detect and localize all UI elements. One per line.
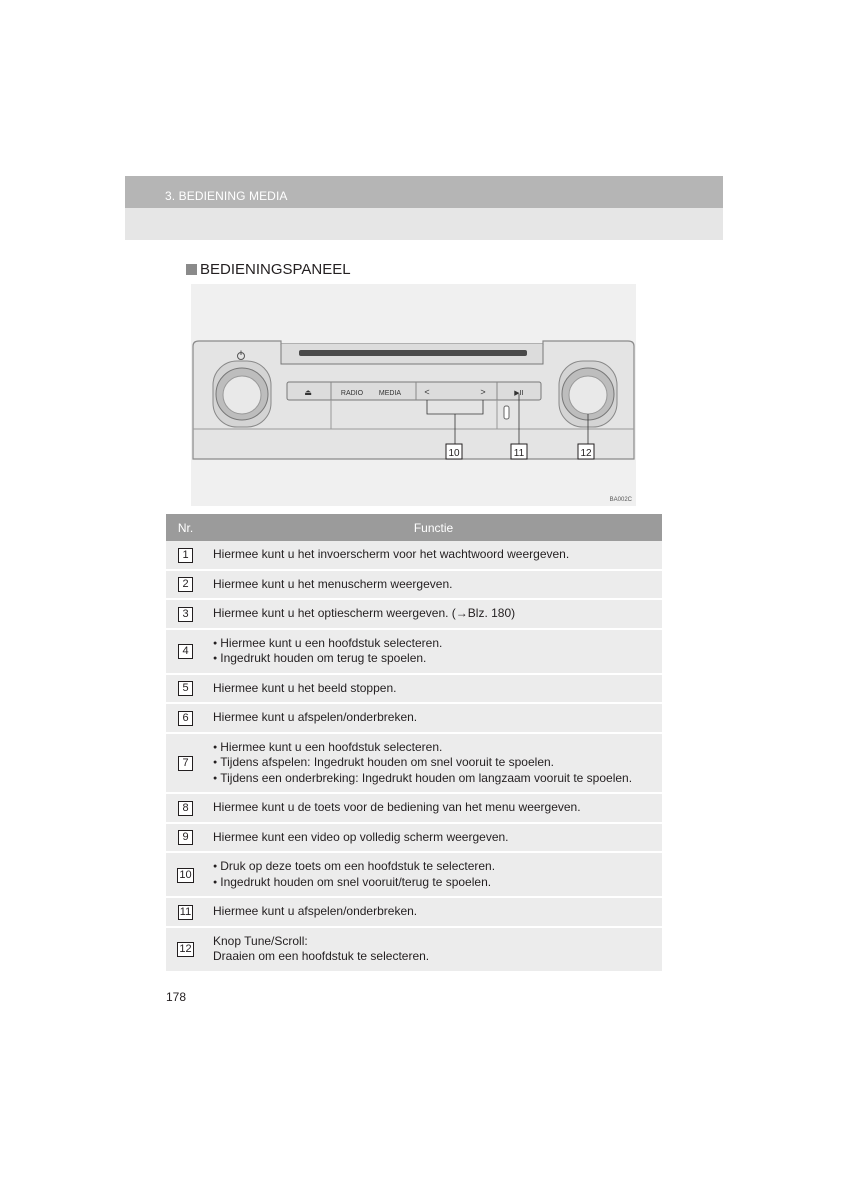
bullet-line: ● Ingedrukt houden om terug te spoelen. — [213, 651, 654, 667]
function-line: Draaien om een hoofdstuk te selecteren. — [213, 949, 430, 963]
function-line: Hiermee kunt een video op volledig scherm weergeven. — [213, 829, 509, 844]
table-header-row — [166, 514, 662, 541]
bullet-line: ● Tijdens afspelen: Ingedrukt houden om snel vooruit te spoelen. — [213, 755, 654, 771]
table-row — [166, 927, 662, 972]
function-line: Hiermee kunt u het invoerscherm voor het wachtwoord weergeven. — [213, 547, 570, 561]
table-body — [166, 541, 662, 972]
callout-label-12: 12 — [580, 448, 592, 459]
callout-label-10: 10 — [448, 448, 460, 459]
row-number-box: 1 — [178, 548, 193, 563]
row-number-cell — [166, 733, 205, 794]
table-row — [166, 629, 662, 674]
prev-chevron-icon: < — [424, 387, 430, 397]
function-line: Hiermee kunt u het menuscherm weergeven. — [213, 576, 453, 591]
row-number-cell — [166, 541, 205, 570]
table-row — [166, 703, 662, 733]
chapter-header — [125, 176, 723, 240]
table-row — [166, 599, 662, 629]
table-row — [166, 570, 662, 600]
callout-label-11: 11 — [513, 448, 525, 459]
row-number-cell — [166, 674, 205, 704]
row-number-box: 3 — [178, 607, 193, 622]
row-function-cell — [205, 793, 662, 823]
row-number-box: 12 — [179, 943, 192, 955]
heading-square-icon — [186, 264, 197, 275]
table-row — [166, 793, 662, 823]
function-line: Hiermee kunt u het optiescherm weergeven. (→Blz. 180) — [213, 606, 516, 620]
row-function-cell — [205, 852, 662, 897]
row-function-cell — [205, 733, 662, 794]
bullet-line: ● Druk op deze toets om een hoofdstuk te selecteren. — [213, 859, 654, 875]
row-number-cell — [166, 852, 205, 897]
row-number-box: 10 — [179, 868, 192, 881]
page-number: 178 — [166, 990, 187, 1004]
bullet-line: ● Hiermee kunt u een hoofdstuk selecteren. — [213, 740, 654, 756]
bullet-line: ● Hiermee kunt u een hoofdstuk selecteren. — [213, 636, 654, 652]
row-number-cell — [166, 897, 205, 927]
media-button-label: MEDIA — [378, 390, 402, 397]
chapter-header-strip — [125, 176, 723, 208]
row-number-cell — [166, 793, 205, 823]
row-function-cell — [205, 599, 662, 629]
bullet-line: ● Tijdens een onderbreking: Ingedrukt houden om langzaam vooruit te spoelen. — [213, 771, 654, 787]
row-number-box: 2 — [178, 577, 193, 592]
row-number-box: 5 — [178, 681, 193, 696]
play-pause-icon: ▶II — [514, 389, 524, 397]
row-function-cell — [205, 703, 662, 733]
section-heading-text: BEDIENINGSPANEEL — [200, 261, 351, 278]
control-panel-figure — [191, 284, 636, 506]
row-number-box: 9 — [178, 830, 193, 845]
function-line: Hiermee kunt u de toets voor de bediening van het menu weergeven. — [213, 800, 581, 814]
row-function-cell — [205, 629, 662, 674]
row-function-cell — [205, 927, 662, 972]
table-row — [166, 733, 662, 794]
row-number-box: 4 — [178, 644, 193, 659]
row-number-box: 11 — [179, 905, 192, 918]
row-function-cell — [205, 897, 662, 927]
row-number-cell — [166, 927, 205, 972]
row-number-cell — [166, 599, 205, 629]
row-number-cell — [166, 570, 205, 600]
control-panel-illustration — [191, 284, 636, 506]
row-function-cell — [205, 570, 662, 600]
power-volume-knob — [213, 361, 271, 427]
row-number-cell — [166, 703, 205, 733]
row-number-box: 6 — [178, 711, 193, 726]
row-function-cell — [205, 541, 662, 570]
figure-code: BA002C — [609, 497, 632, 503]
table-row — [166, 897, 662, 927]
table-row — [166, 674, 662, 704]
row-function-cell — [205, 823, 662, 853]
function-table — [166, 514, 662, 973]
table-row — [166, 823, 662, 853]
table-row — [166, 852, 662, 897]
section-heading — [186, 261, 351, 278]
row-number-cell — [166, 629, 205, 674]
eject-icon: ⏏ — [304, 388, 312, 397]
function-line: Knop Tune/Scroll: — [213, 933, 308, 948]
header-nr: Nr. — [166, 514, 205, 541]
header-functie: Functie — [205, 514, 662, 541]
chapter-title: 3. BEDIENING MEDIA — [165, 189, 288, 203]
row-number-box: 8 — [178, 801, 193, 816]
function-line: Hiermee kunt u afspelen/onderbreken. — [213, 904, 418, 918]
row-function-cell — [205, 674, 662, 704]
row-number-cell — [166, 823, 205, 853]
function-line: Hiermee kunt u afspelen/onderbreken. — [213, 710, 418, 724]
table-row — [166, 541, 662, 570]
function-line: Hiermee kunt u het beeld stoppen. — [213, 680, 397, 695]
next-chevron-icon: > — [480, 387, 486, 397]
bullet-line: ● Ingedrukt houden om snel vooruit/terug te spoelen. — [213, 875, 654, 891]
row-number-box: 7 — [178, 756, 193, 771]
radio-button-label: RADIO — [340, 390, 364, 397]
